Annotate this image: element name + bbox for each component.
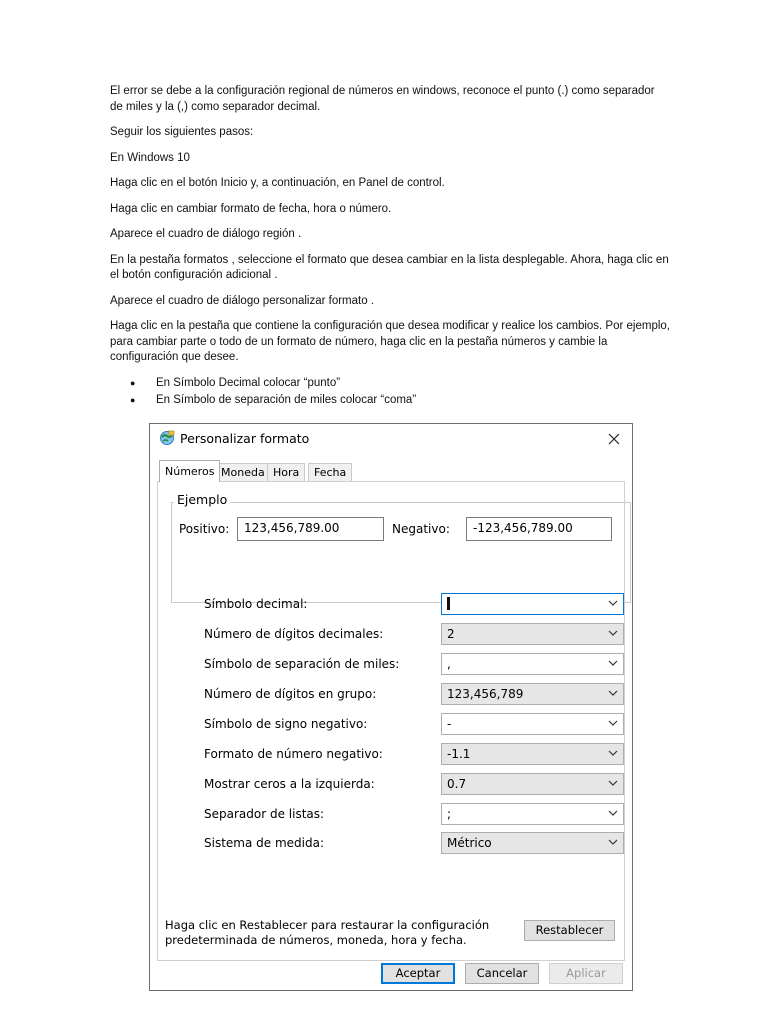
- numeros-tab-panel: [157, 481, 625, 961]
- digit-grouping-label: Número de dígitos en grupo:: [204, 687, 377, 701]
- leading-zeros-combo[interactable]: 0.7: [441, 773, 624, 795]
- bullet-list: [110, 376, 670, 409]
- paragraph-step-start: Haga clic en el botón Inicio y, a continuación, en Panel de control.: [110, 177, 445, 189]
- paragraph-step-formats-tab: En la pestaña formatos , seleccione el formato que desea cambiar en la lista desplegable. Ahora, haga clic en el botón configuración adicional .: [110, 253, 669, 281]
- tab-numeros[interactable]: Números: [159, 460, 220, 482]
- negative-label: Negativo:: [392, 522, 450, 536]
- list-separator-label: Separador de listas:: [204, 807, 325, 821]
- negative-sign-label: Símbolo de signo negativo:: [204, 717, 368, 731]
- chevron-down-icon: [608, 810, 618, 817]
- tab-fecha[interactable]: Fecha: [308, 463, 352, 481]
- chevron-down-icon: [608, 750, 618, 757]
- accept-button[interactable]: Aceptar: [381, 963, 455, 984]
- positive-label: Positivo:: [179, 522, 230, 536]
- chevron-down-icon: [608, 690, 618, 697]
- paragraph-intro: El error se debe a la configuración regional de números en windows, reconoce el punto (.) como separador de miles y la (,) como separador decimal.: [110, 85, 655, 113]
- apply-button[interactable]: Aplicar: [549, 963, 623, 984]
- paragraph-step-format: Haga clic en cambiar formato de fecha, hora o número.: [110, 202, 392, 215]
- measurement-system-label: Sistema de medida:: [204, 836, 324, 850]
- paragraph-steps-intro: Seguir los siguientes pasos:: [110, 126, 254, 138]
- paragraph-step-customize: Aparece el cuadro de diálogo personalizar formato .: [110, 294, 375, 307]
- tab-hora[interactable]: Hora: [267, 463, 305, 481]
- decimal-digits-label: Número de dígitos decimales:: [204, 627, 384, 641]
- measurement-system-combo[interactable]: Métrico: [441, 832, 624, 854]
- paragraph-windows10: En Windows 10: [110, 151, 190, 164]
- negative-example-value: -123,456,789.00: [466, 517, 612, 541]
- leading-zeros-label: Mostrar ceros a la izquierda:: [204, 777, 375, 791]
- negative-format-label: Formato de número negativo:: [204, 747, 383, 761]
- close-icon[interactable]: [604, 429, 624, 449]
- text-caret: [447, 597, 450, 610]
- chevron-down-icon: [608, 839, 618, 846]
- decimal-digits-combo[interactable]: 2: [441, 623, 624, 645]
- negative-format-combo[interactable]: -1.1: [441, 743, 624, 765]
- tab-moneda[interactable]: Moneda: [215, 463, 271, 481]
- reset-note: Haga clic en Restablecer para restaurar la configuración predeterminada de números, moneda, hora y fecha.: [165, 918, 490, 947]
- chevron-down-icon: [608, 720, 618, 727]
- positive-example-value: 123,456,789.00: [237, 517, 384, 541]
- bullet-decimal: ● En Símbolo Decimal colocar “punto”: [110, 376, 670, 392]
- example-legend: Ejemplo: [174, 492, 230, 507]
- chevron-down-icon: [608, 660, 618, 667]
- digit-grouping-combo[interactable]: 123,456,789: [441, 683, 624, 705]
- decimal-symbol-label: Símbolo decimal:: [204, 597, 308, 611]
- cancel-button[interactable]: Cancelar: [465, 963, 539, 984]
- dialog-title: Personalizar formato: [180, 431, 310, 446]
- customize-format-dialog: [149, 423, 633, 991]
- document-body: [110, 84, 670, 411]
- reset-button[interactable]: Restablecer: [524, 920, 615, 941]
- title-bar: [150, 424, 632, 454]
- chevron-down-icon: [608, 600, 618, 607]
- negative-sign-combo[interactable]: -: [441, 713, 624, 735]
- region-globe-icon: [159, 430, 175, 446]
- chevron-down-icon: [608, 630, 618, 637]
- chevron-down-icon: [608, 780, 618, 787]
- list-separator-combo[interactable]: ;: [441, 803, 624, 825]
- decimal-symbol-combo[interactable]: [441, 593, 624, 615]
- paragraph-step-tab-change: Haga clic en la pestaña que contiene la configuración que desea modificar y realice los cambios. Por ejemplo, para cambiar parte o todo de un formato de número, haga clic en la pestaña números y cambie la configuración que desee.: [110, 320, 670, 363]
- bullet-thousands: ● En Símbolo de separación de miles colocar “coma”: [110, 393, 670, 409]
- thousands-separator-label: Símbolo de separación de miles:: [204, 657, 400, 671]
- thousands-separator-combo[interactable]: ,: [441, 653, 624, 675]
- paragraph-step-region: Aparece el cuadro de diálogo región .: [110, 228, 302, 240]
